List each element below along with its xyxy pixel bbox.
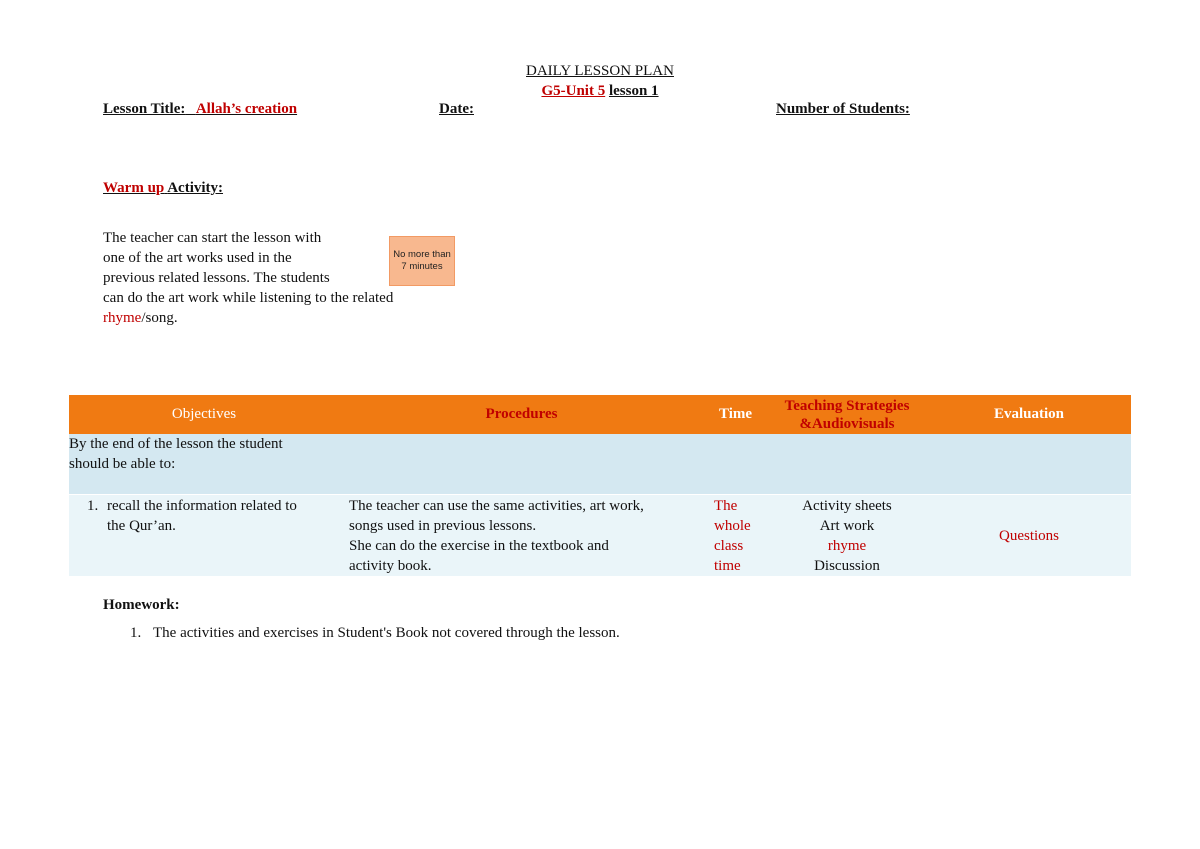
- document-title: DAILY LESSON PLAN: [526, 63, 674, 79]
- objective-line: the Qur’an.: [107, 518, 176, 534]
- empty-cell: [704, 434, 767, 494]
- unit-label: G5-Unit 5: [541, 83, 606, 99]
- procedure-line: activity book.: [349, 558, 432, 574]
- strategy-item: Activity sheets: [802, 498, 892, 514]
- homework-heading: Homework:: [103, 597, 180, 613]
- time-cell: [704, 495, 767, 576]
- objective-item: [87, 496, 339, 536]
- warmup-heading-red: Warm up: [103, 180, 165, 196]
- time-note-text: No more than 7 minutes: [393, 249, 451, 272]
- strategies-header-line1: Teaching Strategies: [784, 397, 910, 414]
- number-of-students-label: Number of Students:: [776, 101, 910, 117]
- homework-item: [130, 625, 620, 642]
- lesson-title-field: [103, 101, 297, 118]
- procedure-line: songs used in previous lessons.: [349, 518, 537, 534]
- objective-text: [107, 496, 297, 536]
- strategy-item: Art work: [819, 518, 875, 534]
- header-teaching-strategies: [767, 395, 927, 434]
- objective-line: recall the information related to: [107, 498, 297, 514]
- header-time: Time: [704, 395, 767, 434]
- strategy-item: rhyme: [827, 538, 867, 554]
- rhyme-word: rhyme: [103, 310, 142, 326]
- lesson-label: lesson 1: [608, 83, 659, 99]
- warmup-line: can do the art work while listening to the related: [103, 290, 394, 306]
- header-evaluation: Evaluation: [927, 395, 1131, 434]
- warmup-heading-rest: Activity:: [167, 180, 224, 196]
- strategies-cell: [767, 495, 927, 576]
- procedure-cell: [339, 495, 704, 576]
- header-procedures: Procedures: [339, 395, 704, 434]
- unit-lesson-line: [0, 83, 1200, 100]
- lesson-title-label: Lesson Title:: [103, 101, 186, 117]
- strategy-item: Discussion: [814, 558, 880, 574]
- warmup-line: The teacher can start the lesson with: [103, 230, 322, 246]
- warmup-heading: [103, 180, 223, 197]
- time-line: whole: [714, 518, 751, 534]
- intro-line: should be able to:: [69, 456, 176, 472]
- strategies-header-line2: &Audiovisuals: [799, 415, 895, 432]
- empty-cell: [339, 434, 704, 494]
- evaluation-cell: Questions: [927, 495, 1131, 576]
- header-objectives: Objectives: [69, 395, 339, 434]
- procedure-line: She can do the exercise in the textbook and: [349, 538, 609, 554]
- date-field-label: Date:: [439, 101, 474, 117]
- lesson-plan-table: [69, 395, 1131, 576]
- table-row-intro: [69, 434, 1131, 494]
- time-note-callout: [389, 236, 455, 286]
- objective-cell: [69, 495, 339, 576]
- warmup-line: one of the art works used in the: [103, 250, 292, 266]
- warmup-line-last: [103, 308, 453, 328]
- warmup-line: previous related lessons. The students: [103, 270, 330, 286]
- song-word: /song.: [141, 310, 178, 326]
- procedure-line: The teacher can use the same activities, art work,: [349, 498, 644, 514]
- time-line: time: [714, 558, 741, 574]
- empty-cell: [767, 434, 927, 494]
- intro-line: By the end of the lesson the student: [69, 436, 283, 452]
- time-line: class: [714, 538, 744, 554]
- time-line: The: [714, 498, 738, 514]
- table-row: [69, 495, 1131, 576]
- empty-cell: [927, 434, 1131, 494]
- lesson-title-value: Allah’s creation: [195, 101, 298, 117]
- homework-number: 1.: [130, 625, 142, 641]
- intro-cell: [69, 434, 339, 494]
- homework-text: The activities and exercises in Student's Book not covered through the lesson.: [153, 625, 620, 641]
- objective-number: 1.: [87, 498, 99, 514]
- table-header-row: [69, 395, 1131, 434]
